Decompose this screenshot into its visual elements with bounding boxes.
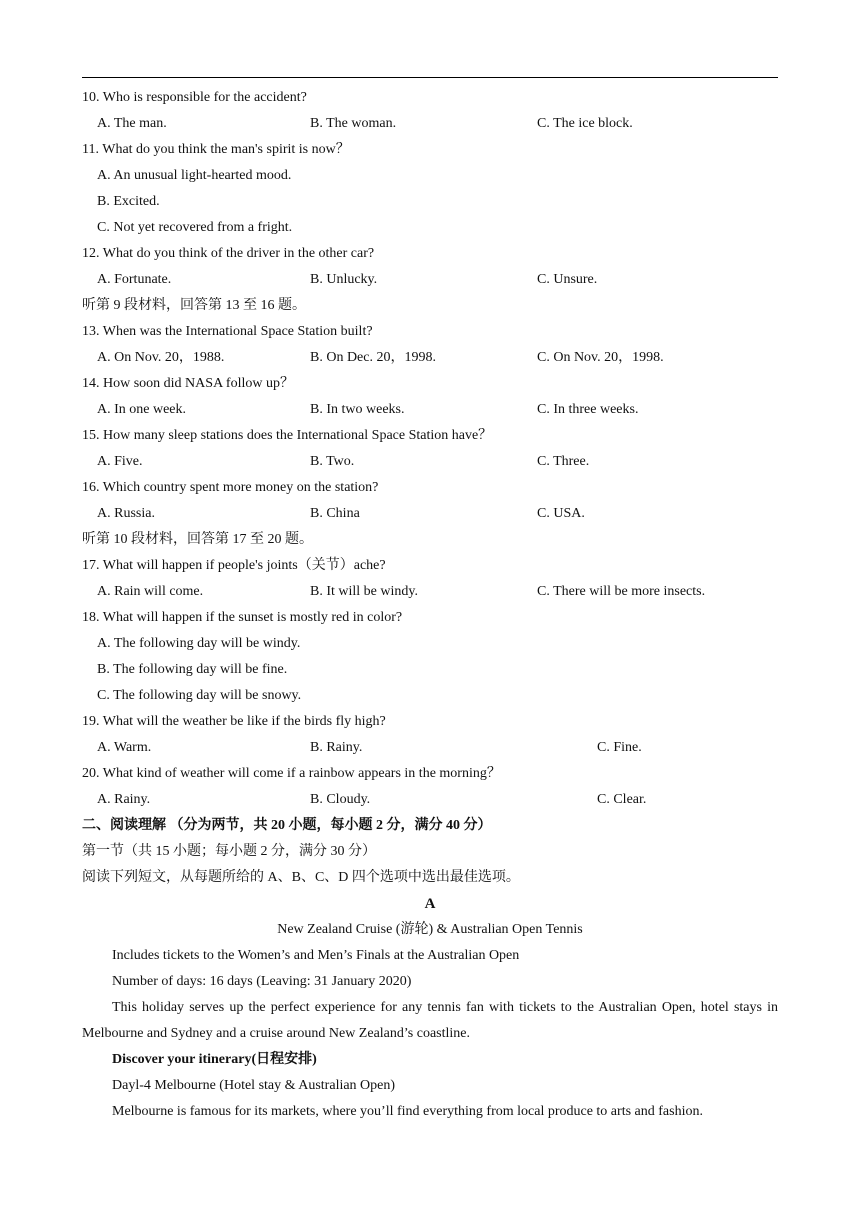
passage-line: Number of days: 16 days (Leaving: 31 January 2020)	[112, 974, 412, 989]
option-b: B. Unlucky.	[310, 272, 378, 287]
option-a: A. An unusual light-hearted mood.	[97, 168, 292, 183]
option-a: A. Five.	[97, 454, 143, 469]
passage-paragraph	[82, 995, 778, 1047]
option-c: C. On Nov. 20，1998.	[537, 350, 664, 365]
option-b: B. Rainy.	[310, 740, 363, 755]
passage-line: Includes tickets to the Women’s and Men’s Finals at the Australian Open	[112, 948, 520, 963]
option-b: B. China	[310, 506, 360, 521]
option-c: C. The ice block.	[537, 116, 633, 131]
paragraph-text: This holiday serves up the perfect experience for any tennis fan with tickets to the Australian Open, hotel stays in Melbourne and Sydney and a cruise around New Zealand’s coastline.	[82, 1000, 778, 1041]
question-12: 12. What do you think of the driver in the other car?	[82, 246, 375, 261]
header-rule	[82, 77, 778, 78]
passage-title: New Zealand Cruise (游轮) & Australian Open Tennis	[277, 922, 583, 937]
question-20: 20. What kind of weather will come if a rainbow appears in the morning？	[82, 766, 501, 781]
options-row-13	[97, 348, 737, 368]
option-c: C. USA.	[537, 506, 585, 521]
options-row-19	[97, 738, 737, 758]
option-a: A. Rainy.	[97, 792, 151, 807]
option-a: A. The following day will be windy.	[97, 636, 301, 651]
option-c: C. Clear.	[597, 792, 647, 807]
option-b: B. It will be windy.	[310, 584, 418, 599]
subsection-title: 第一节（共 15 小题；每小题 2 分，满分 30 分）	[82, 844, 376, 859]
question-14: 14. How soon did NASA follow up？	[82, 376, 294, 391]
options-row-16	[97, 504, 737, 524]
question-11: 11. What do you think the man's spirit is now？	[82, 142, 350, 157]
passage-letter: A	[424, 896, 436, 912]
option-b: B. The following day will be fine.	[97, 662, 288, 677]
option-a: A. Fortunate.	[97, 272, 172, 287]
directions: 阅读下列短文，从每题所给的 A、B、C、D 四个选项中选出最佳选项。	[82, 870, 520, 885]
option-b: B. In two weeks.	[310, 402, 405, 417]
question-10: 10. Who is responsible for the accident?	[82, 90, 307, 105]
option-c: C. The following day will be snowy.	[97, 688, 302, 703]
question-13: 13. When was the International Space Station built?	[82, 324, 373, 339]
option-a: A. Rain will come.	[97, 584, 204, 599]
question-16: 16. Which country spent more money on the station?	[82, 480, 379, 495]
option-c: C. Fine.	[597, 740, 642, 755]
paragraph-text: Melbourne is famous for its markets, where you’ll find everything from local produce to arts and fashion.	[112, 1104, 703, 1119]
section-instruction-9: 听第 9 段材料，回答第 13 至 16 题。	[82, 298, 306, 313]
options-row-10	[97, 114, 737, 134]
option-c: C. Not yet recovered from a fright.	[97, 220, 293, 235]
question-19: 19. What will the weather be like if the birds fly high?	[82, 714, 386, 729]
section-instruction-10: 听第 10 段材料，回答第 17 至 20 题。	[82, 532, 313, 547]
options-row-17	[97, 582, 737, 602]
option-b: B. Two.	[310, 454, 355, 469]
section-title: 二、阅读理解 （分为两节，共 20 小题，每小题 2 分，满分 40 分）	[82, 818, 492, 833]
question-15: 15. How many sleep stations does the International Space Station have？	[82, 428, 493, 443]
option-c: C. Unsure.	[537, 272, 598, 287]
option-c: C. There will be more insects.	[537, 584, 706, 599]
option-b: B. On Dec. 20，1998.	[310, 350, 436, 365]
option-b: B. The woman.	[310, 116, 397, 131]
option-a: A. In one week.	[97, 402, 187, 417]
itinerary-heading: Discover your itinerary(日程安排)	[112, 1052, 317, 1067]
option-b: B. Cloudy.	[310, 792, 371, 807]
passage-paragraph	[82, 1099, 778, 1125]
option-c: C. In three weeks.	[537, 402, 639, 417]
question-18: 18. What will happen if the sunset is mostly red in color?	[82, 610, 403, 625]
option-a: A. On Nov. 20，1988.	[97, 350, 225, 365]
options-row-12	[97, 270, 737, 290]
options-row-14	[97, 400, 737, 420]
option-b: B. Excited.	[97, 194, 160, 209]
itinerary-day: Dayl-4 Melbourne (Hotel stay & Australian Open)	[112, 1078, 396, 1093]
options-row-20	[97, 790, 737, 810]
question-17: 17. What will happen if people's joints（关节）ache?	[82, 558, 386, 573]
option-c: C. Three.	[537, 454, 590, 469]
option-a: A. Russia.	[97, 506, 155, 521]
option-a: A. Warm.	[97, 740, 152, 755]
option-a: A. The man.	[97, 116, 167, 131]
options-row-15	[97, 452, 737, 472]
